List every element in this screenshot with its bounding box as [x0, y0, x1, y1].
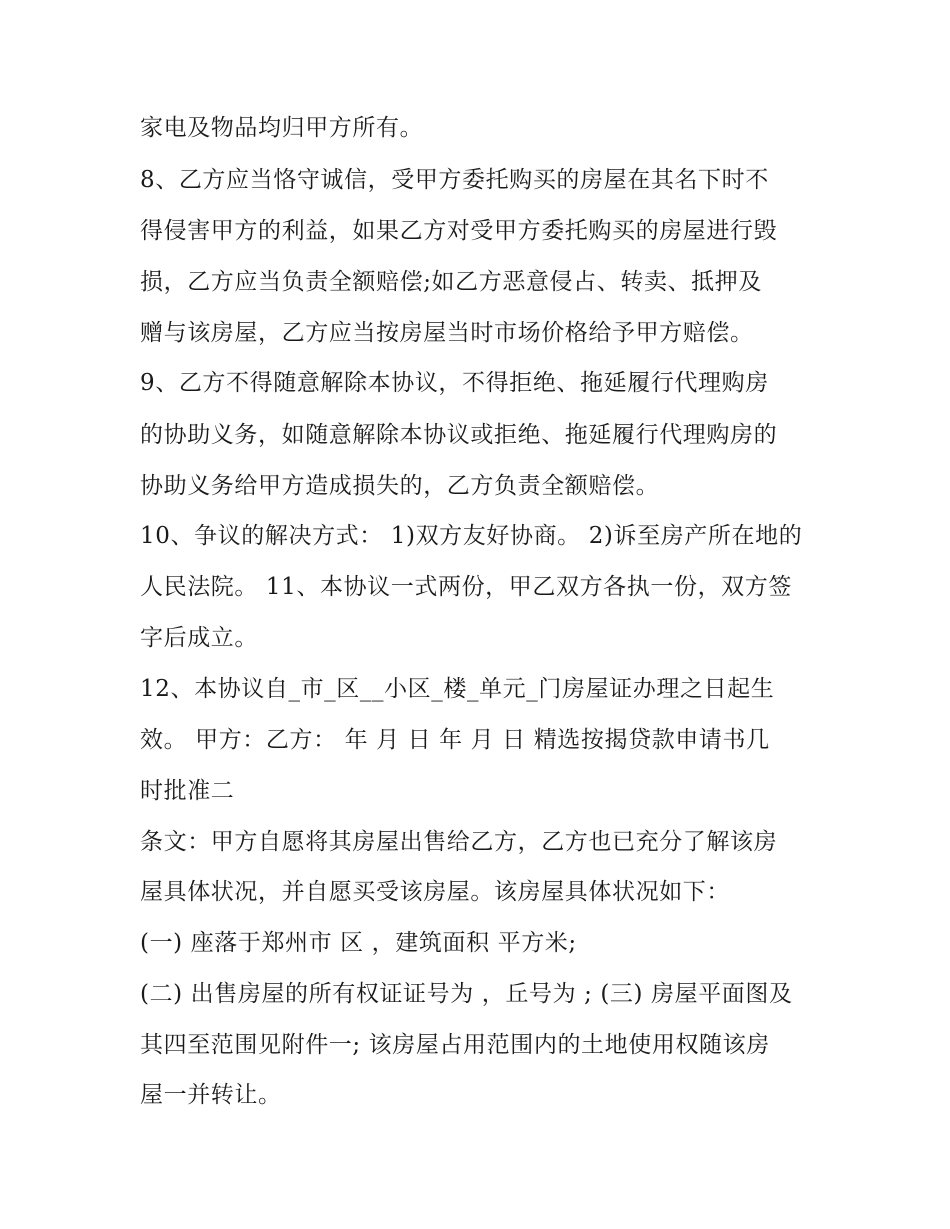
text-line: 条文：甲方自愿将其房屋出售给乙方，乙方也已充分了解该房 — [140, 829, 778, 855]
text-line: (二) 出售房屋的所有权证证号为 ，丘号为 ; (三) 房屋平面图及 — [140, 981, 793, 1007]
text-line: 损，乙方应当负责全额赔偿;如乙方恶意侵占、转卖、抵押及 — [140, 269, 762, 295]
text-line: 10、争议的解决方式： 1)双方友好协商。 2)诉至房产所在地的 — [140, 523, 803, 549]
text-line: 协助义务给甲方造成损失的，乙方负责全额赔偿。 — [140, 473, 660, 499]
text-line: 12、本协议自_市_区__小区_楼_单元_门房屋证办理之日起生 — [140, 676, 775, 702]
text-line: 8、乙方应当恪守诚信，受甲方委托购买的房屋在其名下时不 — [140, 167, 769, 193]
text-line: (一) 座落于郑州市 区 ，建筑面积 平方米; — [140, 930, 577, 956]
text-line: 字后成立。 — [140, 625, 258, 651]
text-line: 的协助义务，如随意解除本协议或拒绝、拖延履行代理购房的 — [140, 422, 778, 448]
text-line: 屋具体状况，并自愿买受该房屋。该房屋具体状况如下： — [140, 879, 730, 905]
text-line: 9、乙方不得随意解除本协议，不得拒绝、拖延履行代理购房 — [140, 370, 769, 396]
text-line: 人民法院。 11、本协议一式两份，甲乙双方各执一份，双方签 — [140, 574, 792, 600]
text-line: 时批准二 — [140, 778, 235, 804]
text-line: 家电及物品均归甲方所有。 — [140, 115, 424, 141]
text-line: 得侵害甲方的利益，如果乙方对受甲方委托购买的房屋进行毁 — [140, 218, 778, 244]
text-line: 屋一并转让。 — [140, 1082, 282, 1108]
text-line: 赠与该房屋，乙方应当按房屋当时市场价格给予甲方赔偿。 — [140, 320, 754, 346]
text-line: 其四至范围见附件一; 该房屋占用范围内的土地使用权随该房 — [140, 1032, 770, 1058]
text-line: 效。 甲方：乙方： 年 月 日 年 月 日 精选按揭贷款申请书几 — [140, 727, 770, 753]
